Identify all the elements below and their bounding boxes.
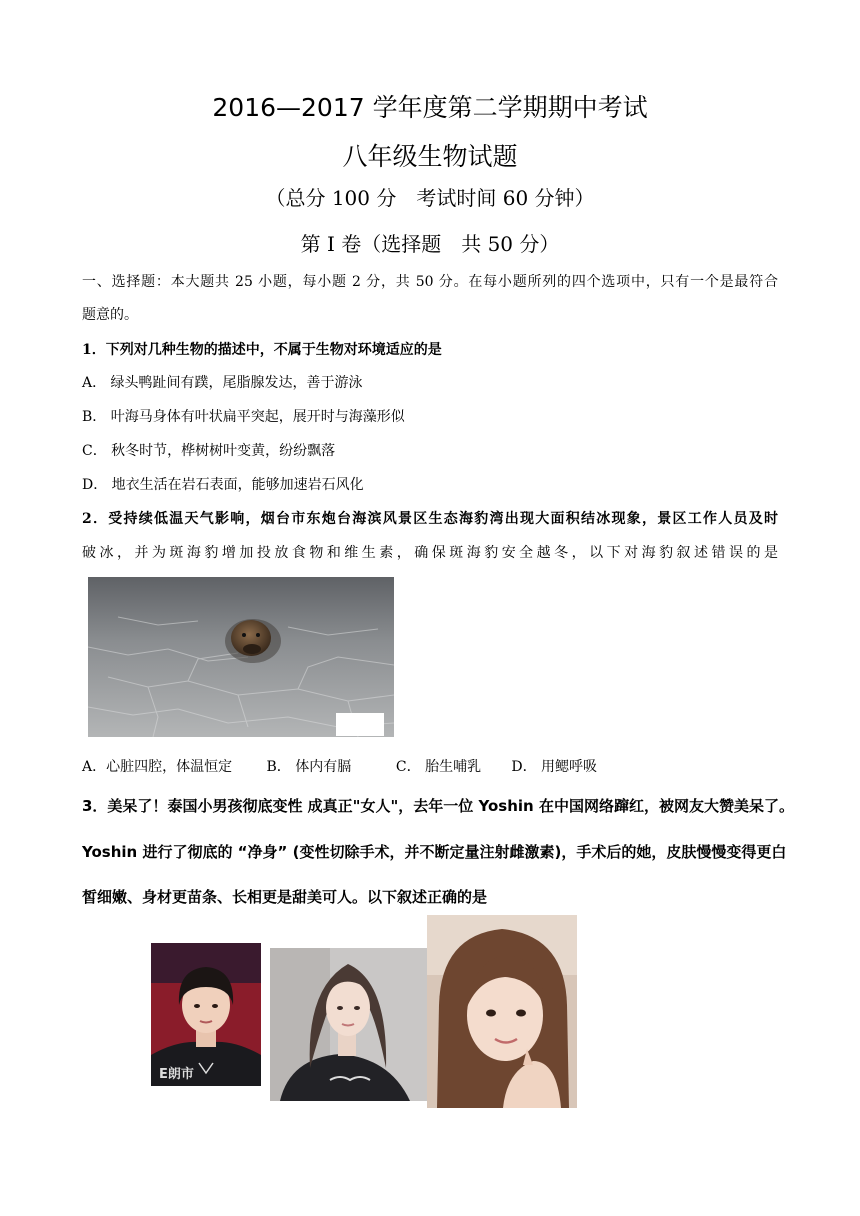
section-instruction: 一、选择题：本大题共 25 小题，每小题 2 分，共 50 分。在每小题所列的四个选项中，只有一个是最符合 [82, 274, 778, 290]
question-2-stem: 2．受持续低温天气影响，烟台市东炮台海滨风景区生态海豹湾出现大面积结冰现象，景区工作人员及时 [82, 511, 778, 527]
boy-photo [151, 943, 261, 1086]
question-1-option-d: D． 地衣生活在岩石表面，能够加速岩石风化 [82, 477, 364, 493]
question-1-option-c: C． 秋冬时节，桦树树叶变黄，纷纷飘落 [82, 443, 336, 459]
exam-subject: 八年级生物试题 [342, 142, 518, 171]
exam-title: 2016—2017 学年度第二学期期中考试 [212, 93, 648, 122]
question-2-option-d: D． 用鳃呼吸 [511, 759, 598, 775]
photo-watermark: E朗市 [159, 1067, 194, 1082]
question-3-stem-cont: Yoshin 进行了彻底的 “净身” (变性切除手术，并不断定量注射雌激素)，手术后的她，皮肤慢慢变得更白 [82, 843, 787, 861]
question-2-option-c: C． 胎生哺乳 [395, 759, 482, 775]
question-1-option-b: B． 叶海马身体有叶状扁平突起，展开时与海藻形似 [82, 409, 405, 425]
question-1-option-a: A． 绿头鸭趾间有蹼，尾脂腺发达，善于游泳 [82, 375, 363, 391]
question-2-option-a: A．心脏四腔，体温恒定 [82, 759, 233, 775]
question-1-stem: 1．下列对几种生物的描述中，不属于生物对环境适应的是 [82, 342, 442, 358]
section-instruction-cont: 题意的。 [82, 307, 138, 323]
question-3-stem-end: 皙细嫩、身材更苗条、长相更是甜美可人。以下叙述正确的是 [82, 888, 488, 906]
smiling-girl-photo [427, 915, 577, 1108]
seal-photo [88, 577, 394, 737]
exam-info: （总分 100 分 考试时间 60 分钟） [265, 186, 595, 210]
question-2-stem-cont: 破冰，并为斑海豹增加投放食物和维生素，确保斑海豹安全越冬，以下对海豹叙述错误的是 [82, 545, 778, 561]
question-2-options [82, 756, 597, 776]
question-2-option-b: B． 体内有膈 [266, 759, 352, 775]
part-heading: 第 I 卷（选择题 共 50 分） [300, 232, 560, 256]
long-hair-photo [270, 948, 427, 1101]
question-3-stem: 3．美呆了！泰国小男孩彻底变性 成真正"女人"，去年一位 Yoshin 在中国网络蹿红，被网友大赞美呆了。 [82, 797, 794, 815]
